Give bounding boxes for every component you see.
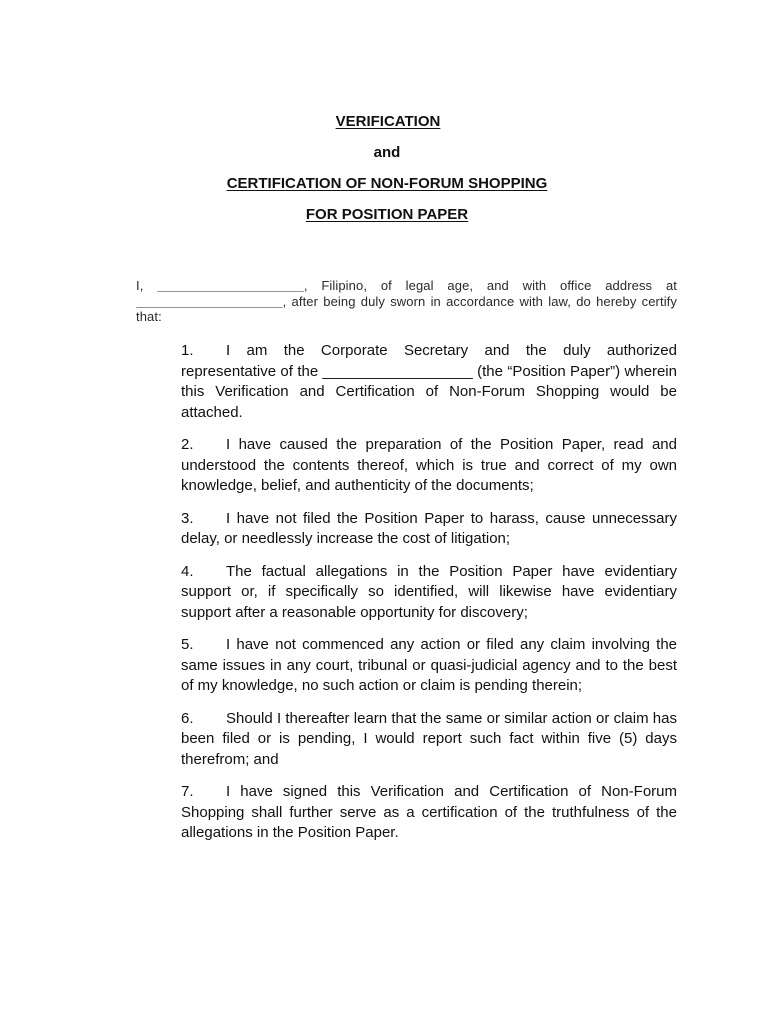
item-text: I have caused the preparation of the Position Paper, read and understood the contents thereof, which is true and correct of my own knowledge, belief, and authenticity of the documents; xyxy=(181,436,677,494)
item-text: I am the Corporate Secretary and the duly authorized representative of the __________________ (the “Position Paper”) wherein this Verification and Certification of Non-Forum Shopping would be attached. xyxy=(181,342,677,421)
item-text: Should I thereafter learn that the same or similar action or claim has been filed or is pending, I would report such fact within five (5) days therefrom; and xyxy=(181,709,677,768)
title-and xyxy=(3,144,768,161)
item-text: I have not filed the Position Paper to harass, cause unnecessary delay, or needlessly increase the cost of litigation; xyxy=(181,509,677,547)
item-number: 7. xyxy=(181,783,194,800)
item-text: The factual allegations in the Position Paper have evidentiary support or, if specifically so identified, will likewise have evidentiary support after a reasonable opportunity for discovery; xyxy=(181,562,677,621)
certification-list xyxy=(181,341,677,856)
intro-middle: , Filipino, of legal age, and with office address at xyxy=(303,278,677,293)
list-item xyxy=(181,635,677,697)
item-number: 3. xyxy=(181,509,194,527)
list-item xyxy=(181,435,677,497)
title-position-paper xyxy=(3,206,768,223)
item-number: 6. xyxy=(181,709,194,727)
title-verification xyxy=(4,113,768,130)
list-item xyxy=(181,709,677,771)
list-item xyxy=(181,341,677,423)
list-item xyxy=(181,782,677,844)
item-number: 1. xyxy=(181,342,194,359)
item-number: 2. xyxy=(181,436,194,453)
intro-suffix: , after being duly sworn in accordance with law, do hereby certify that: xyxy=(136,293,677,324)
list-item xyxy=(181,562,677,624)
item-text: I have not commenced any action or filed any claim involving the same issues in any court, tribunal or quasi-judicial agency and to the best of my knowledge, no such action or claim is pending therein; xyxy=(181,636,677,694)
item-number: 5. xyxy=(181,636,194,653)
address-blank: ____________________ xyxy=(136,293,283,309)
title-line-2: and xyxy=(373,144,401,161)
list-item xyxy=(181,509,677,550)
item-number: 4. xyxy=(181,562,194,580)
intro-prefix: I, xyxy=(136,278,144,293)
name-blank: ____________________ xyxy=(157,278,304,293)
item-text: I have signed this Verification and Certification of Non-Forum Shopping shall further serve as a certification of the truthfulness of the allegations in the Position Paper. xyxy=(181,783,677,841)
intro-paragraph xyxy=(136,278,677,325)
title-line-4: FOR POSITION PAPER xyxy=(305,206,469,223)
title-certification xyxy=(3,175,768,192)
title-line-1: VERIFICATION xyxy=(335,113,441,130)
title-line-3: CERTIFICATION OF NON-FORUM SHOPPING xyxy=(226,175,548,192)
